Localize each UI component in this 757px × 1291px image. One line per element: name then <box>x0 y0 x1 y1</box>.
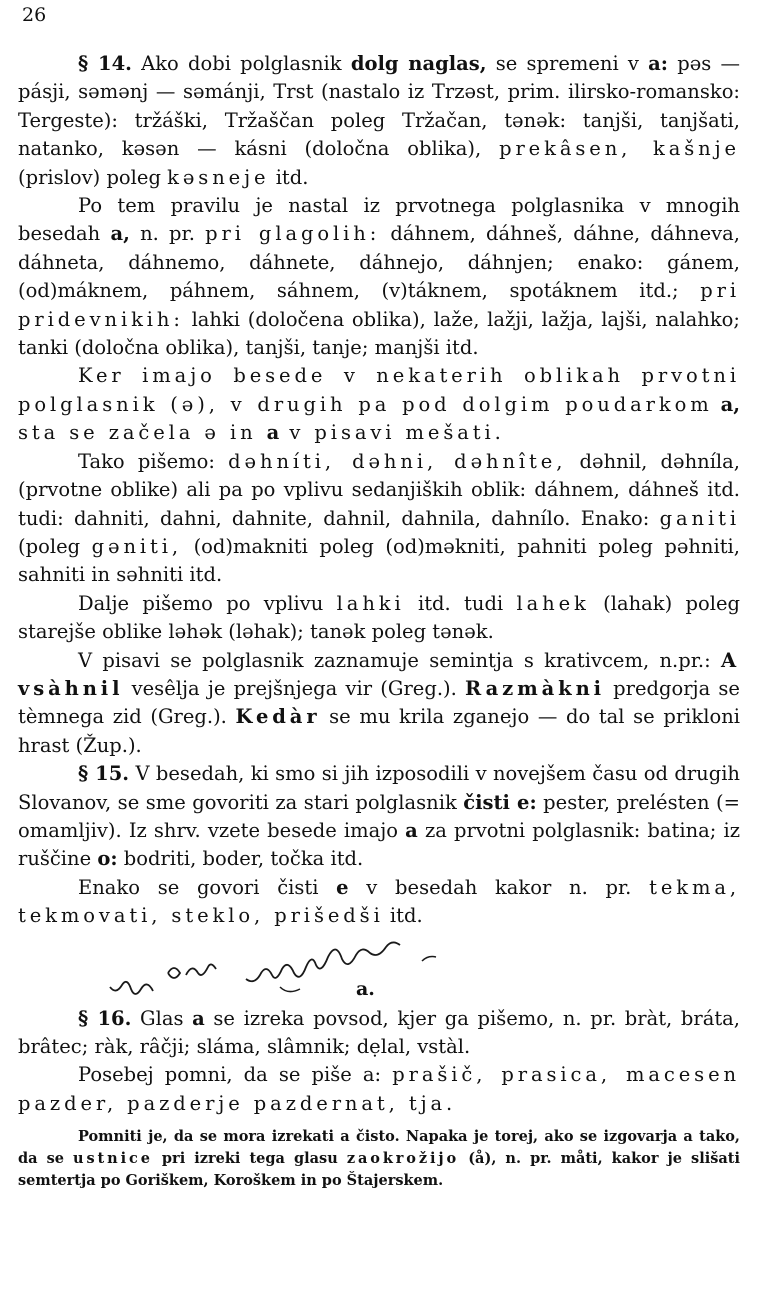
text: (å), n. pr. måti, kakor je slišati semtertja po Goriškem, Koroškem in po Štajerskem. <box>18 1150 740 1190</box>
bold-term: o: <box>97 847 118 871</box>
spaced-example: Kedàr <box>235 705 321 729</box>
text: itd. <box>269 165 309 189</box>
bold-term: a <box>683 1128 693 1146</box>
bold-term: dolg naglas, <box>350 52 487 75</box>
paragraph <box>18 448 740 590</box>
spaced-text: v pisavi mešati. <box>279 421 505 445</box>
paragraph <box>18 1061 740 1118</box>
spaced-term: pri glagolih: <box>205 222 381 246</box>
text: V pisavi se polglasnik zaznamuje semintja s krativcem, n.pr.: <box>78 648 721 672</box>
handwritten-annotation <box>18 931 740 1005</box>
text: (poleg <box>18 534 92 558</box>
section-mark: § 16. <box>78 1006 132 1030</box>
text: Glas <box>131 1006 193 1030</box>
spaced-text: Ker imajo besede v nekaterih oblikah prvotni polglasnik (ə), v drugih pa pod dolgim poudarkom <box>18 364 740 416</box>
paragraph <box>18 590 740 647</box>
text: (lahak) poleg starejše oblike ləhək (ləhak); tanək poleg tənək. <box>18 591 740 644</box>
text: pəs — pásji, səmənj — səmánji, Trst (nastalo iz Trzəst, prim. ilirsko-romansko: Tergeste): tržáški, Tržaščan poleg Tržačan, tənək: tanjši, tanjšati, natanko, kəsən — kásni (določna oblika), <box>18 52 740 161</box>
footnote <box>18 1126 740 1192</box>
page-body <box>18 50 740 1192</box>
bold-term: a <box>405 818 418 842</box>
spaced-term: ustnice <box>73 1150 153 1168</box>
paragraph <box>18 874 740 931</box>
text: predgorja se tèmnega zid (Greg.). <box>18 676 740 729</box>
text: pester, prelésten (= omamljiv). Iz shrv. vzete besede imajo <box>18 790 740 842</box>
paragraph <box>18 647 740 761</box>
text: (prislov) poleg <box>18 165 168 189</box>
spaced-example: kəsneje <box>167 165 270 189</box>
text: Po tem pravilu je nastal iz prvotnega polglasnika v mnogih besedah <box>18 194 740 246</box>
text: vesêlja je prejšnjega vir (Greg.). <box>123 676 466 700</box>
text: bodriti, boder, točka itd. <box>117 847 364 871</box>
text: čisto. Napaka je torej, ako se izgovarja <box>349 1128 684 1146</box>
section-heading-a: a. <box>356 977 375 1000</box>
text: dəhnil, dəhníla, (prvotne oblike) ali pa po vplivu sedanjiških oblik: dáhnem, dáhneš itd. tudi: dahniti, dahni, dahnite, dahnil, dahnila, dahnílo. Enako: <box>18 449 740 530</box>
spaced-example: dəhníti, dəhni, dəhnîte, <box>228 449 567 473</box>
text: Tako pišemo: <box>78 449 229 473</box>
text: pri izreki tega glasu <box>152 1150 347 1168</box>
text: v besedah kakor n. pr. <box>348 875 650 899</box>
text: itd. tudi <box>404 591 517 615</box>
spaced-example: ganiti <box>659 506 740 530</box>
spaced-example: Razmàkni <box>465 676 605 700</box>
paragraph-section-14 <box>18 50 740 192</box>
text: V besedah, ki smo si jih izposodili v novejšem času od drugih Slovanov, se sme govoriti za stari polglasnik <box>18 762 740 814</box>
text: (od)makniti poleg (od)məkniti, pahniti poleg pəhniti, sahniti in səhniti itd. <box>18 534 740 587</box>
text: se spremeni v <box>486 52 649 75</box>
text: dáhnem, dáhneš, dáhne, dáhneva, dáhneta, dáhnemo, dáhnete, dáhnejo, dáhnjen; enako: gánem, (od)máknem, páhnem, sáhnem, (v)táknem, spotáknem itd.; <box>18 222 740 303</box>
text: se izreka povsod, kjer ga pišemo, n. pr. bràt, bráta, brâtec; ràk, râčji; sláma, slâmnik; dẹlal, vstàl. <box>18 1006 740 1058</box>
paragraph-section-15 <box>18 760 740 874</box>
bold-term: a <box>340 1128 350 1146</box>
text: Enako se govori čisti <box>78 875 337 899</box>
handwriting-scribble <box>18 931 740 1005</box>
text: Pomniti je, da se mora izrekati <box>78 1128 341 1146</box>
text: Ako dobi polglasnik <box>131 52 351 75</box>
spaced-example: prašič, prasica, macesen pazder, pazderje pazdernat, tja. <box>18 1063 740 1115</box>
bold-term: a <box>266 421 280 445</box>
paragraph-section-16 <box>18 1005 740 1062</box>
spaced-text: sta se začela ə in <box>18 421 267 445</box>
text: tako, da se <box>18 1128 740 1168</box>
text: se mu krila zganejo — do tal se prikloni hrast (Žup.). <box>18 705 740 757</box>
spaced-example: A vsàhnil <box>18 648 740 700</box>
text: lahki (določena oblika), laže, lažji, lažja, lajši, nalahko; tanki (določna oblika), tanjši, tanje; manjši itd. <box>18 307 740 360</box>
spaced-example: prekâsen, kašnje <box>499 137 740 161</box>
text: Dalje pišemo po vplivu <box>78 591 337 615</box>
bold-term: e <box>336 875 349 899</box>
spaced-example: lahek <box>516 591 590 615</box>
spaced-example: gəniti, <box>91 534 183 558</box>
footnote-text <box>18 1126 740 1192</box>
spaced-example: lahki <box>336 591 405 615</box>
spaced-term: pri pridevnikih: <box>18 279 740 331</box>
paragraph <box>18 192 740 362</box>
bold-term: a, <box>720 392 740 416</box>
bold-term: čisti e: <box>463 790 537 814</box>
text: n. pr. <box>129 222 206 246</box>
spaced-example: tekma, tekmovati, steklo, prišedši <box>18 875 741 928</box>
bold-term: a <box>192 1006 205 1030</box>
section-mark: § 14. <box>78 52 132 75</box>
text: Posebej pomni, da se piše a: <box>78 1063 393 1087</box>
spaced-term: zaokrožijo <box>346 1150 460 1168</box>
section-mark: § 15. <box>78 762 130 786</box>
bold-term: a: <box>648 52 669 75</box>
paragraph <box>18 362 740 447</box>
bold-term: a, <box>110 222 130 246</box>
page-number: 26 <box>22 4 47 26</box>
text: itd. <box>383 904 423 928</box>
text: za prvotni polglasnik: batina; iz ruščine <box>18 818 740 871</box>
